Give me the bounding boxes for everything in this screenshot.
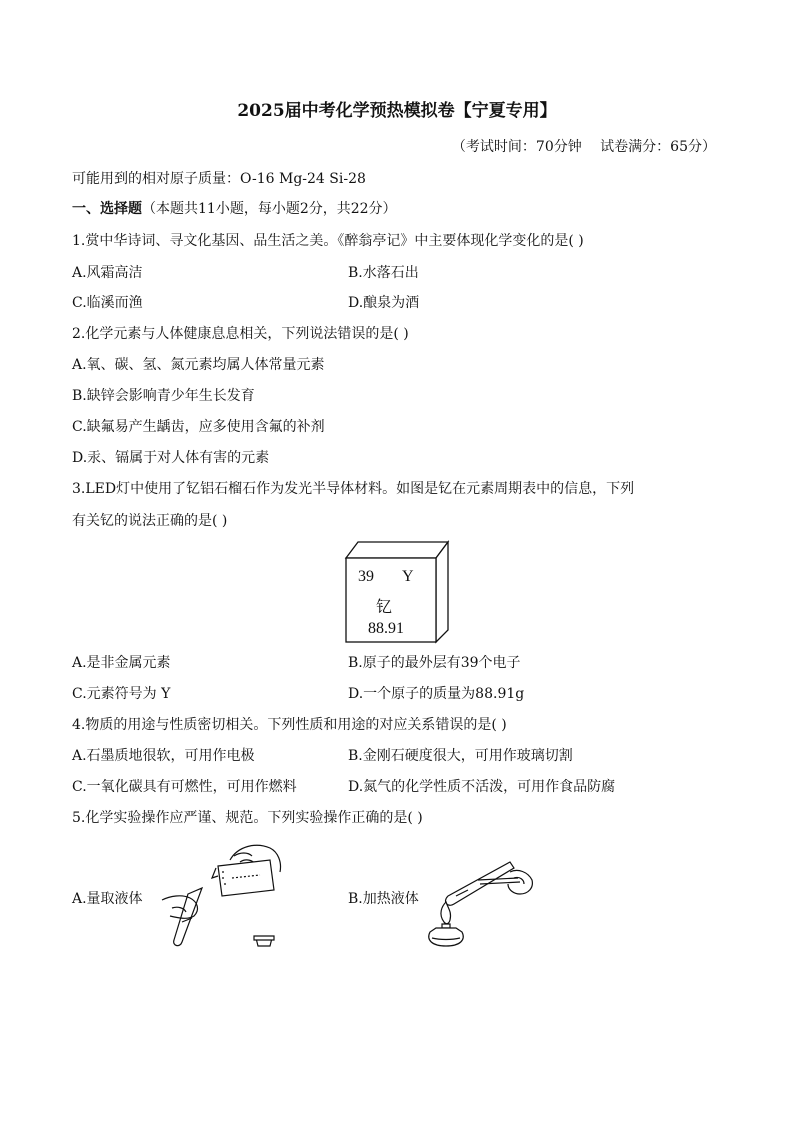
question-5-stem: 5.化学实验操作应严谨、规范。下列实验操作正确的是( ): [72, 810, 423, 826]
element-name: 钇: [376, 597, 393, 616]
element-atomic-number: 39: [358, 568, 374, 585]
section-label: 一、选择题: [72, 201, 142, 217]
question-4-option-c: C.一氧化碳具有可燃性，可用作燃料: [72, 779, 297, 795]
question-1-option-a: A.风霜高洁: [72, 265, 143, 281]
question-1-stem: 1.赏中华诗词、寻文化基因、品生活之美。《醉翁亭记》中主要体现化学变化的是( ): [72, 233, 584, 249]
question-4-option-b: B.金刚石硬度很大，可用作玻璃切割: [348, 748, 573, 764]
exam-info: （考试时间：70分钟 试卷满分：65分）: [451, 139, 716, 155]
question-4-option-d: D.氮气的化学性质不活泼，可用作食品防腐: [348, 779, 616, 795]
question-1-option-d: D.酿泉为酒: [348, 295, 420, 311]
page-title: 2025届中考化学预热模拟卷【宁夏专用】: [237, 101, 557, 121]
element-symbol: Y: [402, 568, 414, 585]
question-2-option-b: B.缺锌会影响青少年生长发育: [72, 388, 255, 404]
question-4-stem: 4.物质的用途与性质密切相关。下列性质和用途的对应关系错误的是( ): [72, 717, 507, 733]
section-heading: [72, 198, 397, 218]
question-3-option-c: C.元素符号为 Y: [72, 686, 171, 702]
question-1-option-b: B.水落石出: [348, 265, 419, 281]
question-2-option-a: A.氧、碳、氢、氮元素均属人体常量元素: [72, 357, 325, 373]
question-4-option-a: A.石墨质地很软，可用作电极: [72, 748, 255, 764]
pouring-liquid-illustration-icon: [160, 838, 290, 958]
element-atomic-mass: 88.91: [368, 620, 404, 637]
question-2-stem: 2.化学元素与人体健康息息相关，下列说法错误的是( ): [72, 326, 409, 342]
question-3-stem-line1: 3.LED灯中使用了钇铝石榴石作为发光半导体材料。如图是钇在元素周期表中的信息，下列: [72, 481, 635, 497]
question-1-option-c: C.临溪而渔: [72, 295, 143, 311]
section-note: （本题共11小题，每小题2分，共22分）: [142, 201, 397, 217]
atomic-mass-note: 可能用到的相对原子质量：O-16 Mg-24 Si-28: [72, 171, 366, 187]
question-2-option-c: C.缺氟易产生龋齿，应多使用含氟的补剂: [72, 419, 325, 435]
question-5-option-b: B.加热液体: [348, 891, 419, 907]
question-3-option-a: A.是非金属元素: [72, 655, 171, 671]
question-3-option-d: D.一个原子的质量为88.91g: [348, 686, 525, 702]
question-5-option-a: A.量取液体: [72, 891, 143, 907]
question-3-option-b: B.原子的最外层有39个电子: [348, 655, 521, 671]
question-2-option-d: D.汞、镉属于对人体有害的元素: [72, 450, 270, 466]
question-3-stem-line2: 有关钇的说法正确的是( ): [72, 513, 228, 529]
heating-liquid-illustration-icon: [418, 848, 538, 948]
element-tile-yttrium: [338, 538, 456, 644]
